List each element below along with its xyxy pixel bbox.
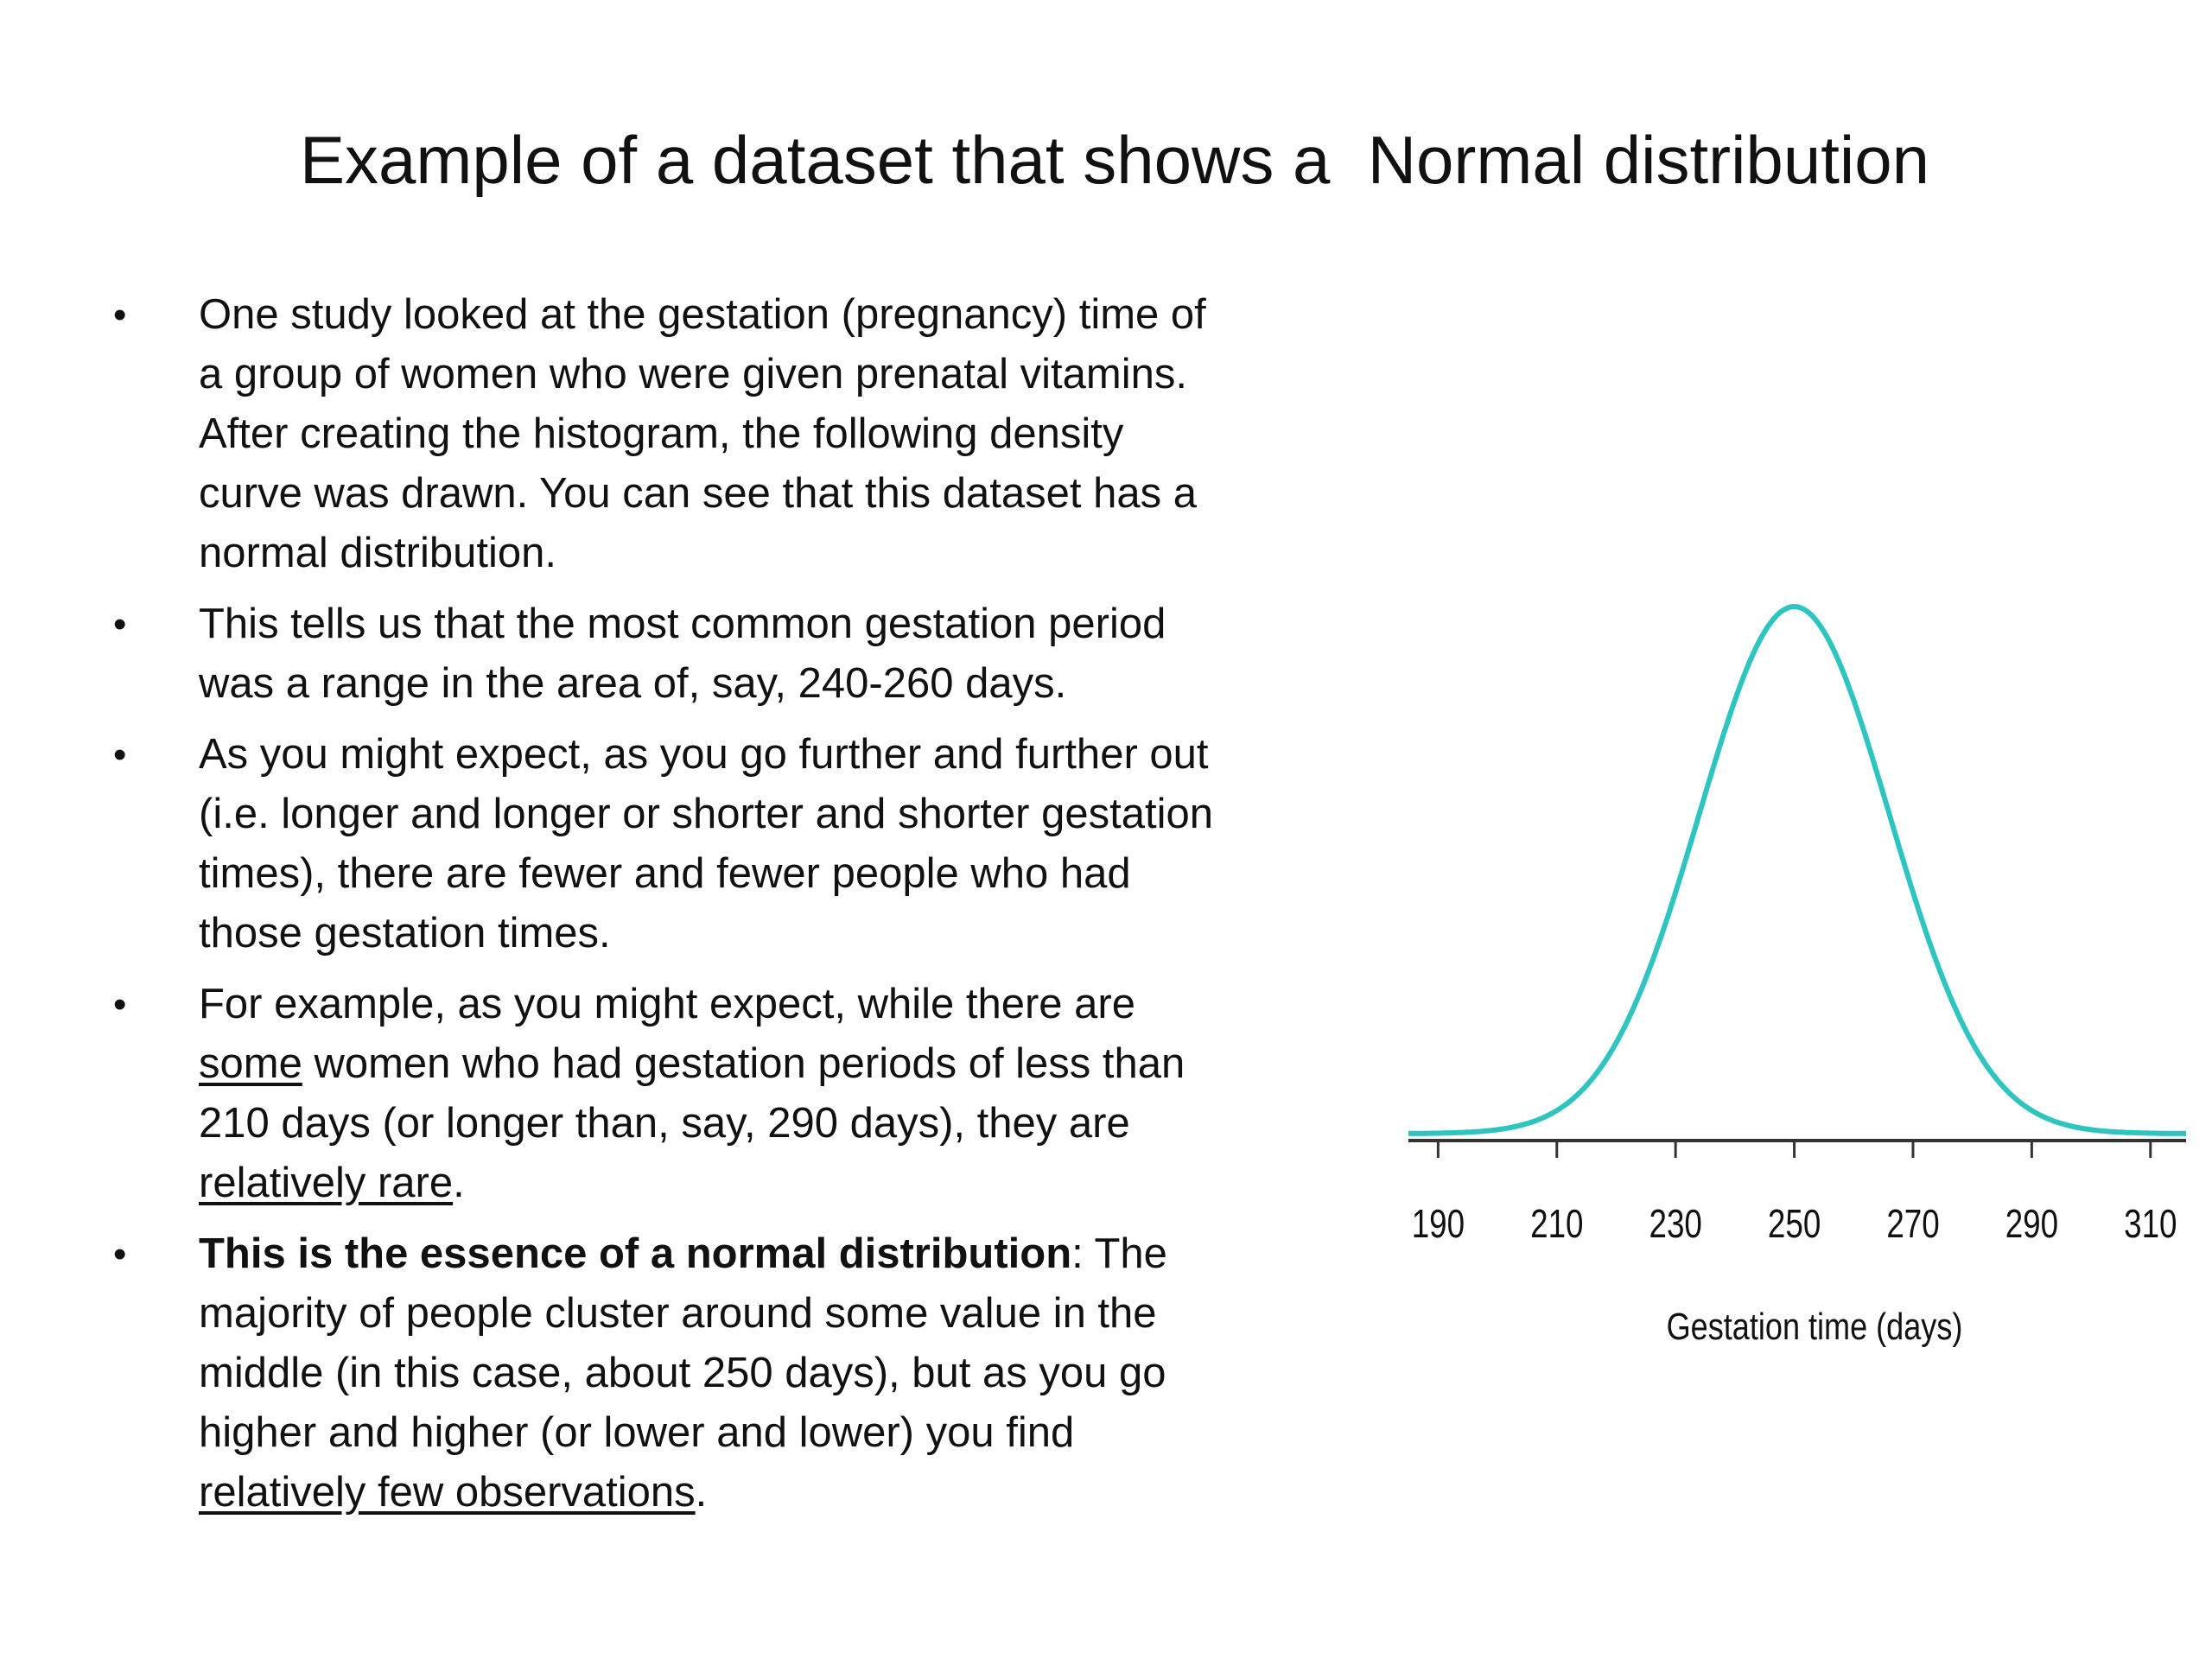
x-axis-label: Gestation time (days) xyxy=(1666,1305,1963,1348)
x-tick-label: 230 xyxy=(1649,1201,1702,1246)
bullet-dot: • xyxy=(113,603,127,645)
bullet-dot: • xyxy=(113,734,127,776)
bullet-text-segment: This tells us that the most common gestation period was a range in the area of, say, 240-260 days. xyxy=(199,601,1166,707)
bullet-dot: • xyxy=(113,294,127,336)
bullet-dot: • xyxy=(113,1233,127,1275)
density-chart xyxy=(1408,562,2212,1382)
bullet-text-segment: relatively few observations xyxy=(199,1469,696,1516)
bullet-text-segment: One study looked at the gestation (pregnancy) time of a group of women who were given prenatal vitamins. After creating the histogram, the following density curve was drawn. You can see that this dataset has a normal distribution. xyxy=(199,291,1206,576)
bullet-item xyxy=(95,285,1236,583)
density-curve-line xyxy=(1408,607,2186,1134)
bullet-text-segment: . xyxy=(453,1160,465,1206)
density-chart-svg xyxy=(1408,562,2212,1382)
bullet-text-segment: This is the essence of a normal distribution xyxy=(199,1230,1072,1277)
x-tick-label: 190 xyxy=(1411,1201,1465,1246)
bullet-list xyxy=(95,285,1236,1534)
bullet-text-segment: As you might expect, as you go further and further out (i.e. longer and longer or shorter and shorter gestation times), there are fewer and fewer people who had those gestation times. xyxy=(199,731,1213,957)
bullet-item xyxy=(95,725,1236,963)
bullet-text-segment: For example, as you might expect, while there are xyxy=(199,981,1135,1027)
bullet-text-segment: relatively rare xyxy=(199,1160,454,1206)
x-tick-label: 250 xyxy=(1767,1201,1821,1246)
bullet-item xyxy=(95,594,1236,714)
x-tick-label: 210 xyxy=(1530,1201,1584,1246)
x-tick-label: 290 xyxy=(2005,1201,2059,1246)
x-tick-label: 310 xyxy=(2124,1201,2177,1246)
slide-title: Example of a dataset that shows a Normal distribution xyxy=(300,122,1929,198)
bullet-dot: • xyxy=(113,983,127,1026)
bullet-text-segment: . xyxy=(695,1469,708,1516)
x-tick-label: 270 xyxy=(1886,1201,1940,1246)
bullet-item xyxy=(95,975,1236,1213)
bullet-item xyxy=(95,1224,1236,1522)
bullet-text-segment: : The majority of people cluster around some value in the middle (in this case, about 250 days), but as you go higher and higher (or lower and lower) you find xyxy=(199,1230,1167,1456)
bullet-text-segment: some xyxy=(199,1040,302,1087)
bullet-text-segment: women who had gestation periods of less than 210 days (or longer than, say, 290 days), they are xyxy=(199,1040,1185,1147)
